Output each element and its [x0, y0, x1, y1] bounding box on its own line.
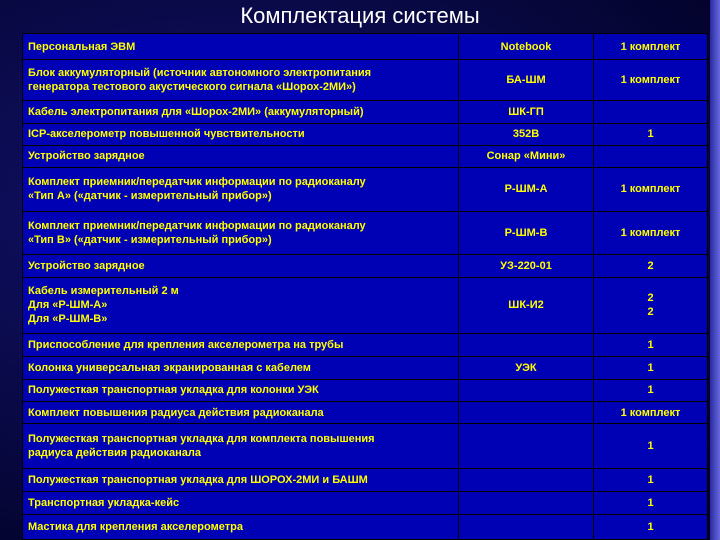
- item-model-cell: Р-ШМ-В: [459, 211, 594, 254]
- item-quantity-cell: 1 комплект: [594, 211, 708, 254]
- item-name-cell: Персональная ЭВМ: [23, 34, 459, 60]
- item-model-cell: Р-ШМ-А: [459, 168, 594, 211]
- slide-edge-bar: [710, 0, 720, 540]
- table-row: [23, 101, 708, 124]
- table-row: [23, 469, 708, 492]
- item-name-cell: Устройство зарядное: [23, 145, 459, 168]
- item-name-cell: Полужесткая транспортная укладка для ШОРОХ-2МИ и БАШМ: [23, 469, 459, 492]
- item-name-cell: Мастика для крепления акселерометра: [23, 514, 459, 539]
- item-quantity-cell: 1 комплект: [594, 168, 708, 211]
- item-name-cell: Транспортная укладка-кейс: [23, 492, 459, 515]
- item-quantity-cell: 1 комплект: [594, 34, 708, 60]
- table-row: [23, 123, 708, 145]
- item-quantity-cell: 1: [594, 123, 708, 145]
- equipment-table: [22, 33, 708, 540]
- item-name-cell: Полужесткая транспортная укладка для колонки УЭК: [23, 379, 459, 402]
- table-row: [23, 492, 708, 515]
- item-name-cell: ICP-акселерометр повышенной чувствительности: [23, 123, 459, 145]
- item-model-cell: [459, 423, 594, 469]
- item-model-cell: 352В: [459, 123, 594, 145]
- table-row: [23, 34, 708, 60]
- item-name-cell: Кабель измерительный 2 м Для «Р-ШМ-А» Для «Р-ШМ-В»: [23, 277, 459, 333]
- item-model-cell: ШК-ГП: [459, 101, 594, 124]
- item-quantity-cell: 1: [594, 423, 708, 469]
- item-name-cell: Приспособление для крепления акселерометра на трубы: [23, 334, 459, 357]
- item-name-cell: Комплект приемник/передатчик информации по радиоканалу «Тип В» («датчик - измерительный прибор»): [23, 211, 459, 254]
- item-quantity-cell: 1: [594, 469, 708, 492]
- item-name-cell: Полужесткая транспортная укладка для комплекта повышения радиуса действия радиоканала: [23, 423, 459, 469]
- table-row: [23, 402, 708, 424]
- item-name-cell: Кабель электропитания для «Шорох-2МИ» (аккумуляторный): [23, 101, 459, 124]
- item-model-cell: Notebook: [459, 34, 594, 60]
- item-model-cell: УЭК: [459, 356, 594, 379]
- table-row: [23, 60, 708, 101]
- table-row: [23, 334, 708, 357]
- item-quantity-cell: [594, 145, 708, 168]
- table-row: [23, 277, 708, 333]
- item-name-cell: Блок аккумуляторный (источник автономного электропитания генератора тестового акустического сигнала «Шорох-2МИ»): [23, 60, 459, 101]
- item-quantity-cell: 1 комплект: [594, 60, 708, 101]
- table-row: [23, 211, 708, 254]
- item-model-cell: [459, 514, 594, 539]
- item-quantity-cell: [594, 101, 708, 124]
- item-name-cell: Колонка универсальная экранированная с кабелем: [23, 356, 459, 379]
- table-row: [23, 168, 708, 211]
- table-row: [23, 514, 708, 539]
- item-model-cell: ШК-И2: [459, 277, 594, 333]
- item-model-cell: Сонар «Мини»: [459, 145, 594, 168]
- table-row: [23, 145, 708, 168]
- table-row: [23, 356, 708, 379]
- item-name-cell: Комплект повышения радиуса действия радиоканала: [23, 402, 459, 424]
- item-model-cell: [459, 492, 594, 515]
- item-quantity-cell: 1: [594, 356, 708, 379]
- item-name-cell: Устройство зарядное: [23, 254, 459, 277]
- item-model-cell: [459, 379, 594, 402]
- table-row: [23, 254, 708, 277]
- item-name-cell: Комплект приемник/передатчик информации по радиоканалу «Тип А» («датчик - измерительный прибор»): [23, 168, 459, 211]
- item-model-cell: УЗ-220-01: [459, 254, 594, 277]
- item-quantity-cell: 1: [594, 492, 708, 515]
- item-model-cell: БА-ШМ: [459, 60, 594, 101]
- item-model-cell: [459, 334, 594, 357]
- item-quantity-cell: 1: [594, 514, 708, 539]
- table-row: [23, 379, 708, 402]
- item-quantity-cell: 1 комплект: [594, 402, 708, 424]
- item-quantity-cell: 1: [594, 334, 708, 357]
- slide-title: Комплектация системы: [240, 3, 480, 28]
- item-model-cell: [459, 402, 594, 424]
- item-model-cell: [459, 469, 594, 492]
- item-quantity-cell: 1: [594, 379, 708, 402]
- item-quantity-cell: 2 2: [594, 277, 708, 333]
- table-row: [23, 423, 708, 469]
- item-quantity-cell: 2: [594, 254, 708, 277]
